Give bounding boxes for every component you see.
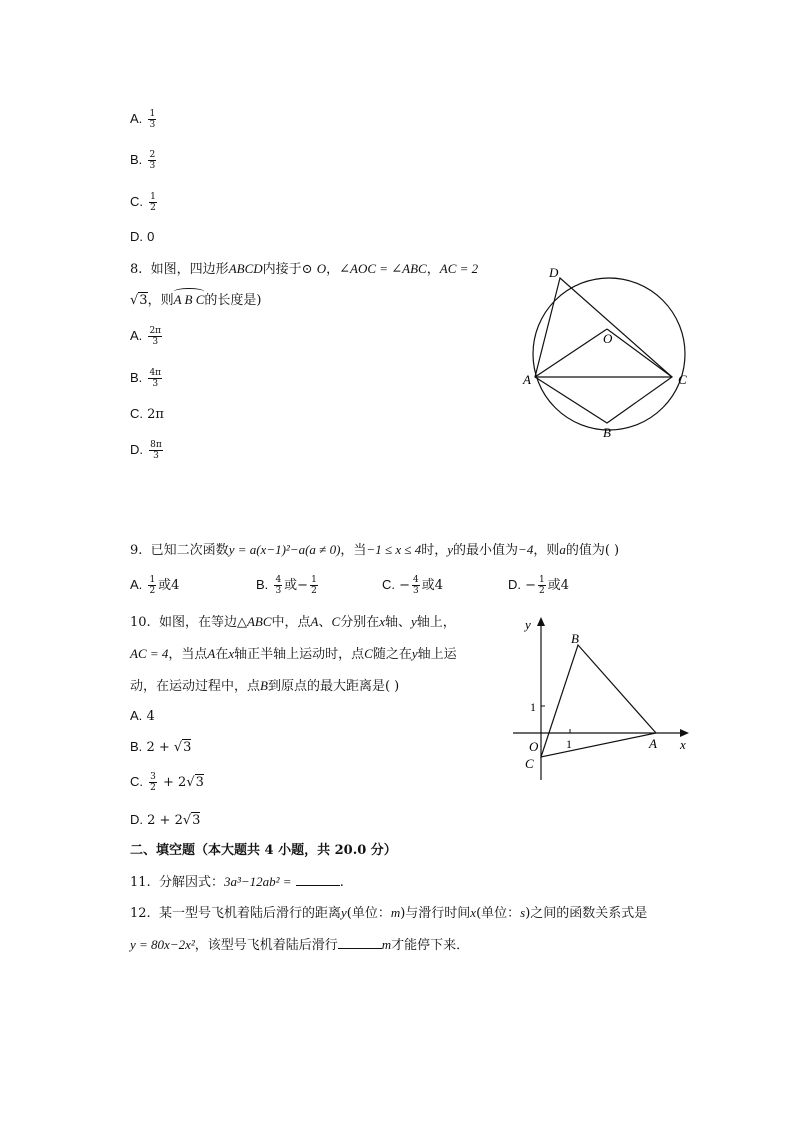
q10-option-d: D. 2 + 2√3 <box>130 812 201 828</box>
segment-oc <box>607 329 672 377</box>
label-o: O <box>603 331 613 346</box>
label-y-axis: y <box>525 617 531 632</box>
label-o: O <box>529 739 539 754</box>
label-b: B <box>603 425 611 440</box>
section-2-title: 二、填空题（本大题共 4 小题，共 20.0 分） <box>130 843 397 858</box>
q7-option-d: D. 0 <box>130 229 155 244</box>
label-a: A <box>649 736 657 751</box>
arc-abc: A B C <box>174 292 205 307</box>
q9-stem: 9. 已知二次函数y = a(x−1)²−a(a ≠ 0)，当−1 ≤ x ≤ 4时，y的最小值为−4，则a的值为( ) <box>130 542 620 558</box>
q10-option-c: C. $\frac{3}{2}$ + 2√3 <box>130 772 204 793</box>
label-one-x: 1 <box>566 737 572 751</box>
q9-option-a: A. $\frac{1}{2}$ 或4 <box>130 575 180 596</box>
q9-option-d: D. − $\frac{1}{2}$ 或4 <box>508 575 570 596</box>
label-c: C <box>678 372 687 387</box>
q8-option-b: B. $\frac{4\pi}{3}$ <box>130 368 162 389</box>
label-b: B <box>571 631 579 646</box>
q10-stem-line2: AC = 4，当点A在x轴正半轴上运动时，点C随之在y轴上运 <box>130 646 457 662</box>
q7-option-c: C. $\frac{1}{2}$ <box>130 192 156 213</box>
q8-option-d: D. $\frac{8\pi}{3}$ <box>130 440 162 461</box>
label-d: D <box>549 265 559 280</box>
q8-stem-line2: √3，则 A B C的长度是) <box>130 291 262 310</box>
q11-answer-blank[interactable] <box>296 873 340 886</box>
q8-option-c: C. 2π <box>130 406 164 422</box>
q9-option-b: B. $\frac{4}{3}$ 或− $\frac{1}{2}$ <box>256 575 317 596</box>
q7-option-a: A. $\frac{1}{3}$ <box>130 109 156 130</box>
q8-stem-line1: 8. 如图，四边形ABCD内接于⊙ O，∠AOC = ∠ABC，AC = 2 <box>130 261 479 277</box>
q8-circle-figure <box>515 260 700 445</box>
circle-o <box>533 278 685 430</box>
q8-option-a: A. $\frac{2\pi}{3}$ <box>130 326 162 347</box>
q10-coordinate-figure <box>505 612 700 787</box>
q11-stem: 11. 分解因式：3a³−12ab² = . <box>130 874 344 890</box>
q10-stem-line3: 动，在运动过程中，点B到原点的最大距离是( ) <box>130 678 400 694</box>
x-axis-arrow <box>680 729 689 737</box>
q12-answer-blank[interactable] <box>338 936 382 949</box>
q9-option-c: C. − $\frac{4}{3}$ 或4 <box>382 575 444 596</box>
q12-stem-line2: y = 80x−2x²，该型号飞机着陆后滑行 m才能停下来． <box>130 937 470 953</box>
y-axis-arrow <box>537 617 545 626</box>
label-a: A <box>523 372 531 387</box>
q10-stem-line1: 10. 如图，在等边△ABC中，点A、C分别在x轴、y轴上， <box>130 614 456 630</box>
q10-option-a: A. 4 <box>130 708 155 724</box>
q10-option-b: B. 2 + √3 <box>130 739 192 755</box>
label-x-axis: x <box>680 737 686 752</box>
q12-stem-line1: 12. 某一型号飞机着陆后滑行的距离y(单位：m)与滑行时间x(单位：s)之间的函数关系式是 <box>130 905 648 921</box>
q7-option-b: B. $\frac{2}{3}$ <box>130 150 156 171</box>
label-one-y: 1 <box>530 700 536 714</box>
triangle-abc <box>541 645 656 757</box>
label-c: C <box>525 756 534 771</box>
